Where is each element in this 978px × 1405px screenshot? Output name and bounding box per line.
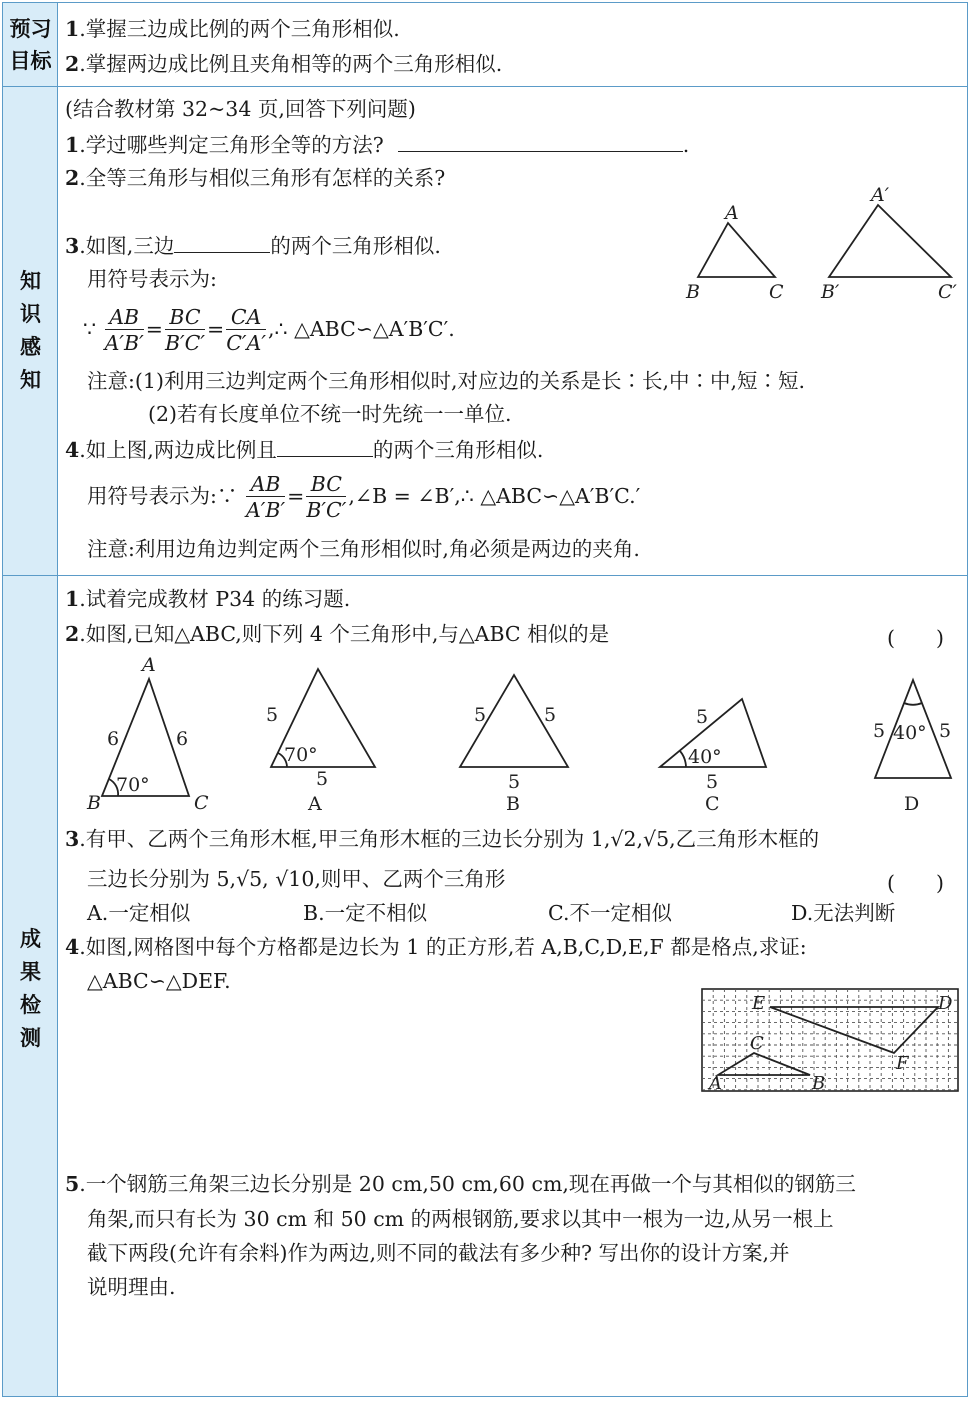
note-1b: (2)若有长度单位不统一时先统一一单位. (148, 402, 512, 426)
section-divider (3, 86, 967, 87)
side-label: 6 (176, 728, 189, 750)
point-label: F (896, 1053, 909, 1074)
question-text: 全等三角形与相似三角形有怎样的关系? (85, 166, 446, 190)
point-label: A (709, 1073, 722, 1094)
preview-label-bottom: 目标 (9, 49, 52, 73)
vertex-label: C (769, 281, 784, 303)
label-char: 知 (20, 269, 41, 293)
angle-label: 70° (116, 774, 150, 796)
knowledge-q1: 1.学过哪些判定三角形全等的方法? . (65, 133, 690, 157)
test-q3-line2: 三边长分别为 5,√5, √10,则甲、乙两个三角形 (87, 867, 506, 891)
conclusion: ,∴ △ABC∽△A′B′C′. (268, 317, 455, 341)
note-2: 注意:利用边角边判定两个三角形相似时,角必须是两边的夹角. (87, 537, 640, 561)
vertex-label: B (87, 792, 101, 814)
question-number: 1 (65, 587, 80, 611)
test-q5-line4: 说明理由. (87, 1275, 176, 1299)
triangle-a-prime (829, 205, 951, 277)
worksheet-frame (2, 2, 968, 1397)
side-label: 5 (706, 771, 719, 793)
vertex-label: A′ (871, 184, 890, 206)
question-number: 5 (65, 1172, 80, 1196)
point-label: B (812, 1073, 826, 1094)
test-q1: 1.试着完成教材 P34 的练习题. (65, 587, 351, 611)
option-a[interactable]: A.一定相似 (87, 901, 191, 925)
vertex-label: A (142, 654, 156, 676)
question-number: 4 (65, 438, 80, 462)
option-d[interactable]: D.无法判断 (791, 901, 896, 925)
answer-blank[interactable] (398, 131, 683, 152)
vertex-label: B′ (821, 281, 840, 303)
angle-label: 40° (688, 746, 722, 768)
angle-arc (680, 751, 686, 767)
side-label: 5 (939, 720, 952, 742)
because-symbol: ∵ (83, 317, 97, 341)
test-q4-line1: 4.如图,网格图中每个方格都是边长为 1 的正方形,若 A,B,C,D,E,F 都是格点,求证: (65, 935, 807, 959)
symbol-line: 用符号表示为:∵ (87, 484, 238, 508)
goal-number: 2 (65, 52, 80, 76)
triangle-def (770, 1007, 938, 1053)
label-char: 测 (20, 1026, 41, 1050)
fraction: $\frac{CA}{C'A'}$ (226, 305, 267, 355)
question-text: 如图,网格图中每个方格都是边长为 1 的正方形,若 A,B,C,D,E,F 都是格点,求证: (85, 935, 807, 959)
ratio-expression: ∵ $\frac{AB}{A'B'}$ = $\frac{BC}{B'C'}$ = $\frac{CA}{C'A'}$ ,∴ △ABC∽△A′B′C′. (83, 305, 455, 355)
point-label: D (938, 993, 953, 1014)
test-q5-line2: 角架,而只有长为 30 cm 和 50 cm 的两根钢筋,要求以其中一根为一边,从另一根上 (87, 1207, 834, 1231)
question-text: 学过哪些判定三角形全等的方法? (85, 133, 384, 157)
option-letter[interactable]: C (705, 793, 720, 815)
knowledge-intro: (结合教材第 32~34 页,回答下列问题) (65, 97, 416, 121)
note-1a: 注意:(1)利用三边判定两个三角形相似时,对应边的关系是长∶长,中∶中,短∶短. (87, 369, 806, 393)
label-char: 成 (20, 927, 41, 951)
label-char: 知 (20, 368, 41, 392)
fraction: $\frac{AB}{A'B'}$ (245, 472, 286, 522)
side-label: 5 (316, 768, 329, 790)
point-label: E (752, 993, 766, 1014)
option-letter[interactable]: A (308, 793, 322, 815)
grid-figure (700, 987, 962, 1097)
side-label: 5 (544, 704, 557, 726)
goal-1: 1.掌握三边成比例的两个三角形相似. (65, 17, 400, 41)
preview-label-top: 预习 (9, 17, 52, 41)
question-number: 3 (65, 234, 80, 258)
angle-arc (904, 703, 922, 705)
side-label: 5 (474, 704, 487, 726)
section-divider (3, 575, 967, 576)
goal-2: 2.掌握两边成比例且夹角相等的两个三角形相似. (65, 52, 503, 76)
question-text: 如图,已知△ABC,则下列 4 个三角形中,与△ABC 相似的是 (85, 622, 610, 646)
option-c[interactable]: C.不一定相似 (548, 901, 672, 925)
test-q4-line2: △ABC∽△DEF. (87, 969, 231, 993)
question-text: 如上图,两边成比例且 (85, 438, 277, 462)
triangle-abc (698, 223, 775, 277)
question-number: 3 (65, 827, 80, 851)
answer-blank[interactable] (174, 232, 270, 253)
fraction: $\frac{AB}{A'B'}$ (104, 305, 144, 355)
knowledge-q2: 2.全等三角形与相似三角形有怎样的关系? (65, 166, 446, 190)
goal-number: 1 (65, 17, 80, 41)
vertex-label: A (725, 202, 739, 224)
test-label (3, 923, 58, 1055)
test-q3-line1: 3.有甲、乙两个三角形木框,甲三角形木框的三边长分别为 1,√2,√5,乙三角形木框的 (65, 827, 820, 851)
fraction: $\frac{BC}{B'C'}$ (306, 472, 347, 522)
question-text: 的两个三角形相似. (372, 438, 544, 462)
knowledge-label (3, 265, 58, 397)
question-text: 的两个三角形相似. (270, 234, 441, 258)
preview-label (3, 13, 58, 77)
knowledge-q4: 4.如上图,两边成比例且 的两个三角形相似. (65, 438, 544, 462)
answer-blank[interactable] (277, 436, 373, 457)
side-label: 5 (508, 771, 521, 793)
conclusion: ,∠B = ∠B′,∴ △ABC∽△A′B′C.′ (348, 484, 641, 508)
question-text: 如图,三边 (85, 234, 175, 258)
angle-label: 70° (284, 744, 318, 766)
option-b[interactable]: B.一定不相似 (303, 901, 428, 925)
question-text: 试着完成教材 P34 的练习题. (85, 587, 351, 611)
vertex-label: C (194, 792, 209, 814)
period: . (682, 133, 690, 157)
symbol-line: 用符号表示为: (87, 267, 217, 291)
fraction: $\frac{BC}{B'C'}$ (164, 305, 206, 355)
angle-label: 40° (893, 722, 927, 744)
ratio-expression-2: 用符号表示为:∵ $\frac{AB}{A'B'}$ = $\frac{BC}{B'C'}$ ,∠B = ∠B′,∴ △ABC∽△A′B′C.′ (87, 472, 641, 522)
test-q5-line1: 5.一个钢筋三角架三边长分别是 20 cm,50 cm,60 cm,现在再做一个与其相似的钢筋三 (65, 1172, 856, 1196)
side-label: 5 (696, 706, 709, 728)
question-number: 2 (65, 166, 80, 190)
similar-triangles-figure (683, 181, 968, 306)
question-number: 2 (65, 622, 80, 646)
option-letter[interactable]: B (506, 793, 520, 815)
goal-text: 掌握三边成比例的两个三角形相似. (85, 17, 400, 41)
vertex-label: C′ (938, 281, 957, 303)
vertex-label: B (686, 281, 700, 303)
knowledge-q3: 3.如图,三边 的两个三角形相似. (65, 234, 441, 258)
label-char: 检 (20, 993, 41, 1017)
question-text: 有甲、乙两个三角形木框,甲三角形木框的三边长分别为 1,√2,√5,乙三角形木框的 (85, 827, 820, 851)
point-label: C (750, 1033, 764, 1054)
label-char: 感 (20, 335, 41, 359)
label-char: 果 (20, 960, 41, 984)
label-char: 识 (20, 302, 41, 326)
option-letter[interactable]: D (904, 793, 920, 815)
side-label: 5 (873, 720, 886, 742)
answer-paren[interactable]: ( ) (887, 626, 944, 650)
side-label: 6 (107, 728, 120, 750)
question-number: 1 (65, 133, 80, 157)
test-q5-line3: 截下两段(允许有余料)作为两边,则不同的截法有多少种? 写出你的设计方案,并 (87, 1241, 790, 1265)
test-q2: 2.如图,已知△ABC,则下列 4 个三角形中,与△ABC 相似的是 (65, 622, 610, 646)
goal-text: 掌握两边成比例且夹角相等的两个三角形相似. (85, 52, 503, 76)
question-text: 一个钢筋三角架三边长分别是 20 cm,50 cm,60 cm,现在再做一个与其相似的钢筋三 (85, 1172, 856, 1196)
side-label: 5 (266, 704, 279, 726)
question-number: 4 (65, 935, 80, 959)
answer-paren[interactable]: ( ) (887, 871, 944, 895)
triangle-abc (718, 1053, 810, 1075)
q2-triangles-figure (78, 653, 968, 818)
